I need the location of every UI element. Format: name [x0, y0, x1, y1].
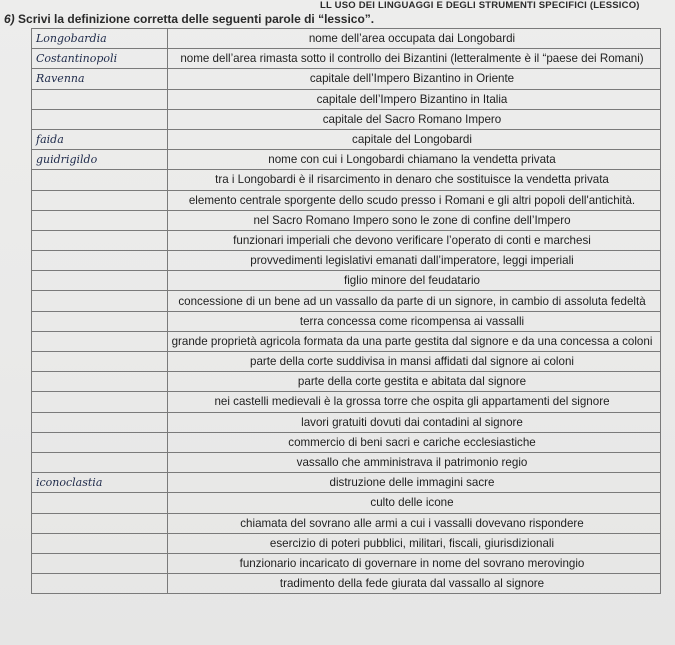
definition-cell: esercizio di poteri pubblici, militari, fiscali, giurisdizionali — [168, 533, 661, 553]
term-cell[interactable] — [32, 230, 168, 250]
definition-cell: parte della corte suddivisa in mansi affidati dal signore ai coloni — [168, 352, 661, 372]
exercise-text: Scrivi la definizione corretta delle seguenti parole di “lessico”. — [18, 12, 375, 26]
table-row — [32, 89, 661, 109]
term-cell[interactable]: faida — [32, 129, 168, 149]
table-row — [32, 513, 661, 533]
definition-cell: nei castelli medievali è la grossa torre che ospita gli appartamenti del signore — [168, 392, 661, 412]
table-row — [32, 533, 661, 553]
term-cell[interactable] — [32, 271, 168, 291]
term-cell[interactable] — [32, 311, 168, 331]
table-row — [32, 372, 661, 392]
table-row — [32, 392, 661, 412]
definition-cell: terra concessa come ricompensa ai vassalli — [168, 311, 661, 331]
term-cell[interactable] — [32, 190, 168, 210]
term-cell[interactable] — [32, 392, 168, 412]
definition-cell: capitale dell’Impero Bizantino in Italia — [168, 89, 661, 109]
table-row — [32, 291, 661, 311]
table-row — [32, 210, 661, 230]
table-row — [32, 493, 661, 513]
term-cell[interactable] — [32, 452, 168, 472]
definition-cell: capitale del Longobardi — [168, 129, 661, 149]
table-row — [32, 432, 661, 452]
term-cell[interactable] — [32, 109, 168, 129]
table-row — [32, 473, 661, 493]
exercise-instruction — [4, 12, 374, 26]
term-cell[interactable] — [32, 291, 168, 311]
table-row — [32, 251, 661, 271]
section-heading: LL USO DEI LINGUAGGI E DEGLI STRUMENTI SPECIFICI (LESSICO) — [320, 0, 640, 11]
definition-cell: capitale del Sacro Romano Impero — [168, 109, 661, 129]
definition-cell: grande proprietà agricola formata da una parte gestita dal signore e da una concessa a coloni — [168, 331, 661, 351]
definition-cell: funzionario incaricato di governare in nome del sovrano merovingio — [168, 553, 661, 573]
definition-cell: commercio di beni sacri e cariche ecclesiastiche — [168, 432, 661, 452]
term-cell[interactable] — [32, 432, 168, 452]
definition-cell: tra i Longobardi è il risarcimento in denaro che sostituisce la vendetta privata — [168, 170, 661, 190]
term-cell[interactable] — [32, 533, 168, 553]
definition-cell: nome dell’area rimasta sotto il controllo dei Bizantini (letteralmente è il “paese dei Romani) — [168, 49, 661, 69]
term-cell[interactable] — [32, 331, 168, 351]
table-row — [32, 69, 661, 89]
definition-cell: distruzione delle immagini sacre — [168, 473, 661, 493]
term-cell[interactable] — [32, 89, 168, 109]
definition-cell: chiamata del sovrano alle armi a cui i vassalli dovevano rispondere — [168, 513, 661, 533]
definition-cell: concessione di un bene ad un vassallo da parte di un signore, in cambio di assoluta fedeltà — [168, 291, 661, 311]
term-cell[interactable]: iconoclastia — [32, 473, 168, 493]
table-row — [32, 109, 661, 129]
term-cell[interactable] — [32, 493, 168, 513]
definition-cell: elemento centrale sporgente dello scudo presso i Romani e gli altri popoli dell'antichità. — [168, 190, 661, 210]
definition-cell: culto delle icone — [168, 493, 661, 513]
definition-cell: lavori gratuiti dovuti dai contadini al signore — [168, 412, 661, 432]
term-cell[interactable] — [32, 210, 168, 230]
table-row — [32, 49, 661, 69]
term-cell[interactable] — [32, 553, 168, 573]
term-cell[interactable] — [32, 170, 168, 190]
definition-cell: funzionari imperiali che devono verificare l’operato di conti e marchesi — [168, 230, 661, 250]
definition-cell: provvedimenti legislativi emanati dall’imperatore, leggi imperiali — [168, 251, 661, 271]
table-row — [32, 311, 661, 331]
table-row — [32, 190, 661, 210]
table-row — [32, 553, 661, 573]
table-row — [32, 170, 661, 190]
table-row — [32, 230, 661, 250]
table-row — [32, 352, 661, 372]
table-row — [32, 331, 661, 351]
definition-cell: figlio minore del feudatario — [168, 271, 661, 291]
exercise-number: 6) — [4, 12, 15, 26]
term-cell[interactable]: Longobardia — [32, 29, 168, 49]
term-cell[interactable]: Ravenna — [32, 69, 168, 89]
term-cell[interactable] — [32, 574, 168, 594]
term-cell[interactable] — [32, 372, 168, 392]
term-cell[interactable] — [32, 251, 168, 271]
term-cell[interactable] — [32, 412, 168, 432]
table-row — [32, 29, 661, 49]
vocabulary-table — [31, 28, 661, 594]
term-cell[interactable] — [32, 352, 168, 372]
table-row — [32, 150, 661, 170]
definition-cell: nome con cui i Longobardi chiamano la vendetta privata — [168, 150, 661, 170]
definition-cell: tradimento della fede giurata dal vassallo al signore — [168, 574, 661, 594]
table-row — [32, 452, 661, 472]
table-row — [32, 412, 661, 432]
definition-cell: nome dell’area occupata dai Longobardi — [168, 29, 661, 49]
term-cell[interactable]: guidrigildo — [32, 150, 168, 170]
definition-cell: capitale dell’Impero Bizantino in Oriente — [168, 69, 661, 89]
term-cell[interactable] — [32, 513, 168, 533]
definition-cell: parte della corte gestita e abitata dal signore — [168, 372, 661, 392]
definition-cell: nel Sacro Romano Impero sono le zone di confine dell’Impero — [168, 210, 661, 230]
table-row — [32, 271, 661, 291]
table-row — [32, 129, 661, 149]
term-cell[interactable]: Costantinopoli — [32, 49, 168, 69]
definition-cell: vassallo che amministrava il patrimonio regio — [168, 452, 661, 472]
table-row — [32, 574, 661, 594]
